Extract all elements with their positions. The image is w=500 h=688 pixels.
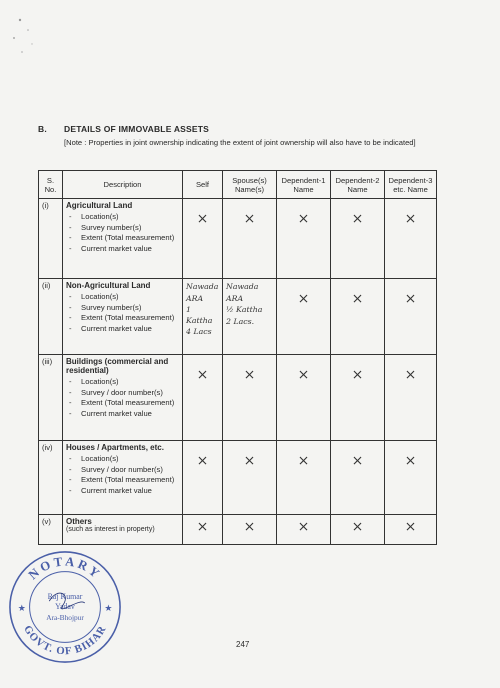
cell-spouse <box>223 515 277 545</box>
row-title: Houses / Apartments, etc. <box>66 443 164 452</box>
header-dependent-1: Dependent-1 Name <box>277 171 331 199</box>
row-items <box>66 454 179 496</box>
row-items <box>66 292 179 334</box>
list-item: - Extent (Total measurement) <box>66 398 179 409</box>
row-items <box>66 212 179 254</box>
cell-dependent-3 <box>385 199 437 279</box>
row-sno: (v) <box>39 515 63 545</box>
table-row <box>39 441 437 515</box>
cross-mark: × <box>404 291 417 307</box>
cell-self <box>183 279 223 355</box>
cross-mark: × <box>351 291 364 307</box>
handwritten-value: 2 Lacs. <box>226 316 255 326</box>
list-item: - Current market value <box>66 409 179 420</box>
seal-place: Ara-Bhojpur <box>46 612 84 622</box>
row-subtitle: (such as interest in property) <box>66 526 155 533</box>
row-description <box>63 355 183 441</box>
row-sno: (i) <box>39 199 63 279</box>
cross-mark: × <box>351 211 364 227</box>
cross-mark: × <box>297 367 310 383</box>
row-sno: (iii) <box>39 355 63 441</box>
seal-star-right: ★ <box>104 602 113 613</box>
cell-spouse <box>223 199 277 279</box>
list-item: - Location(s) <box>66 212 179 223</box>
cross-mark: × <box>243 453 256 469</box>
table-row <box>39 279 437 355</box>
handwritten-survey: ARA <box>186 293 204 303</box>
cross-mark: × <box>243 211 256 227</box>
header-spouse: Spouse(s) Name(s) <box>223 171 277 199</box>
header-dependent-3: Dependent-3 etc. Name <box>385 171 437 199</box>
row-items <box>66 377 179 419</box>
row-title: Agricultural Land <box>66 201 133 210</box>
cell-self <box>183 515 223 545</box>
header-description: Description <box>63 171 183 199</box>
cross-mark: × <box>297 211 310 227</box>
list-item: - Survey number(s) <box>66 303 179 314</box>
cross-mark: × <box>196 453 209 469</box>
notary-seal <box>6 548 124 666</box>
handwritten-survey: ARA <box>226 293 244 303</box>
row-description <box>63 279 183 355</box>
cross-mark: × <box>351 519 364 535</box>
page-number: 247 <box>236 640 250 649</box>
cross-mark: × <box>297 453 310 469</box>
handwritten-extent: 1 Kattha <box>186 305 213 325</box>
list-item: - Extent (Total measurement) <box>66 313 179 324</box>
cell-dependent-3 <box>385 279 437 355</box>
list-item: - Survey / door number(s) <box>66 465 179 476</box>
seal-star-left: ★ <box>17 602 26 613</box>
cross-mark: × <box>404 453 417 469</box>
header-sno: S. No. <box>39 171 63 199</box>
cell-self <box>183 441 223 515</box>
section-letter: B. <box>38 124 47 134</box>
seal-name-line2: Yadav <box>55 601 75 611</box>
cell-dependent-2 <box>331 199 385 279</box>
cross-mark: × <box>297 291 310 307</box>
cross-mark: × <box>196 211 209 227</box>
handwritten-value: 4 Lacs <box>186 327 212 336</box>
cell-self <box>183 355 223 441</box>
section-note: [Note : Properties in joint ownership indicating the extent of joint ownership will also have to be indicated] <box>64 138 416 147</box>
row-description <box>63 199 183 279</box>
table-row <box>39 515 437 545</box>
cross-mark: × <box>243 519 256 535</box>
table-row <box>39 199 437 279</box>
handwritten-extent: ½ Kattha <box>226 305 263 314</box>
cell-dependent-3 <box>385 441 437 515</box>
cross-mark: × <box>297 519 310 535</box>
cell-spouse <box>223 355 277 441</box>
row-title: Others <box>66 517 92 526</box>
cell-spouse <box>223 279 277 355</box>
list-item: - Location(s) <box>66 377 179 388</box>
list-item: - Current market value <box>66 486 179 497</box>
list-item: - Current market value <box>66 324 179 335</box>
header-dependent-2: Dependent-2 Name <box>331 171 385 199</box>
cell-dependent-2 <box>331 515 385 545</box>
row-sno: (iv) <box>39 441 63 515</box>
table-header-row <box>39 171 437 199</box>
cross-mark: × <box>196 519 209 535</box>
cross-mark: × <box>404 367 417 383</box>
list-item: - Survey number(s) <box>66 223 179 234</box>
row-title: Non-Agricultural Land <box>66 281 151 290</box>
list-item: - Survey / door number(s) <box>66 388 179 399</box>
cell-dependent-2 <box>331 441 385 515</box>
section-title: DETAILS OF IMMOVABLE ASSETS <box>64 124 210 134</box>
section-heading <box>38 124 209 134</box>
cross-mark: × <box>196 367 209 383</box>
header-self: Self <box>183 171 223 199</box>
cell-dependent-2 <box>331 355 385 441</box>
handwritten-location: Nawada <box>186 282 219 291</box>
cross-mark: × <box>404 519 417 535</box>
cell-spouse <box>223 441 277 515</box>
seal-bottom-path: GOVT. OF BIHAR <box>21 623 109 658</box>
list-item: - Location(s) <box>66 292 179 303</box>
list-item: - Current market value <box>66 244 179 255</box>
paper-speckle <box>0 0 60 70</box>
cell-dependent-2 <box>331 279 385 355</box>
row-description <box>63 441 183 515</box>
list-item: - Extent (Total measurement) <box>66 475 179 486</box>
handwritten-location: Nawada <box>226 282 259 291</box>
cell-dependent-1 <box>277 355 331 441</box>
list-item: - Location(s) <box>66 454 179 465</box>
seal-top-path: NOTARY <box>25 554 105 583</box>
row-sno: (ii) <box>39 279 63 355</box>
seal-name: Raj Kumar <box>47 592 83 602</box>
cell-self <box>183 199 223 279</box>
table-row <box>39 355 437 441</box>
cell-dependent-1 <box>277 441 331 515</box>
cross-mark: × <box>243 367 256 383</box>
cell-dependent-3 <box>385 355 437 441</box>
list-item: - Extent (Total measurement) <box>66 233 179 244</box>
cell-dependent-3 <box>385 515 437 545</box>
cell-dependent-1 <box>277 515 331 545</box>
immovable-assets-table <box>38 170 437 545</box>
cross-mark: × <box>404 211 417 227</box>
cell-dependent-1 <box>277 279 331 355</box>
row-title: Buildings (commercial and residential) <box>66 357 169 375</box>
cell-dependent-1 <box>277 199 331 279</box>
cross-mark: × <box>351 453 364 469</box>
cross-mark: × <box>351 367 364 383</box>
row-description <box>63 515 183 545</box>
